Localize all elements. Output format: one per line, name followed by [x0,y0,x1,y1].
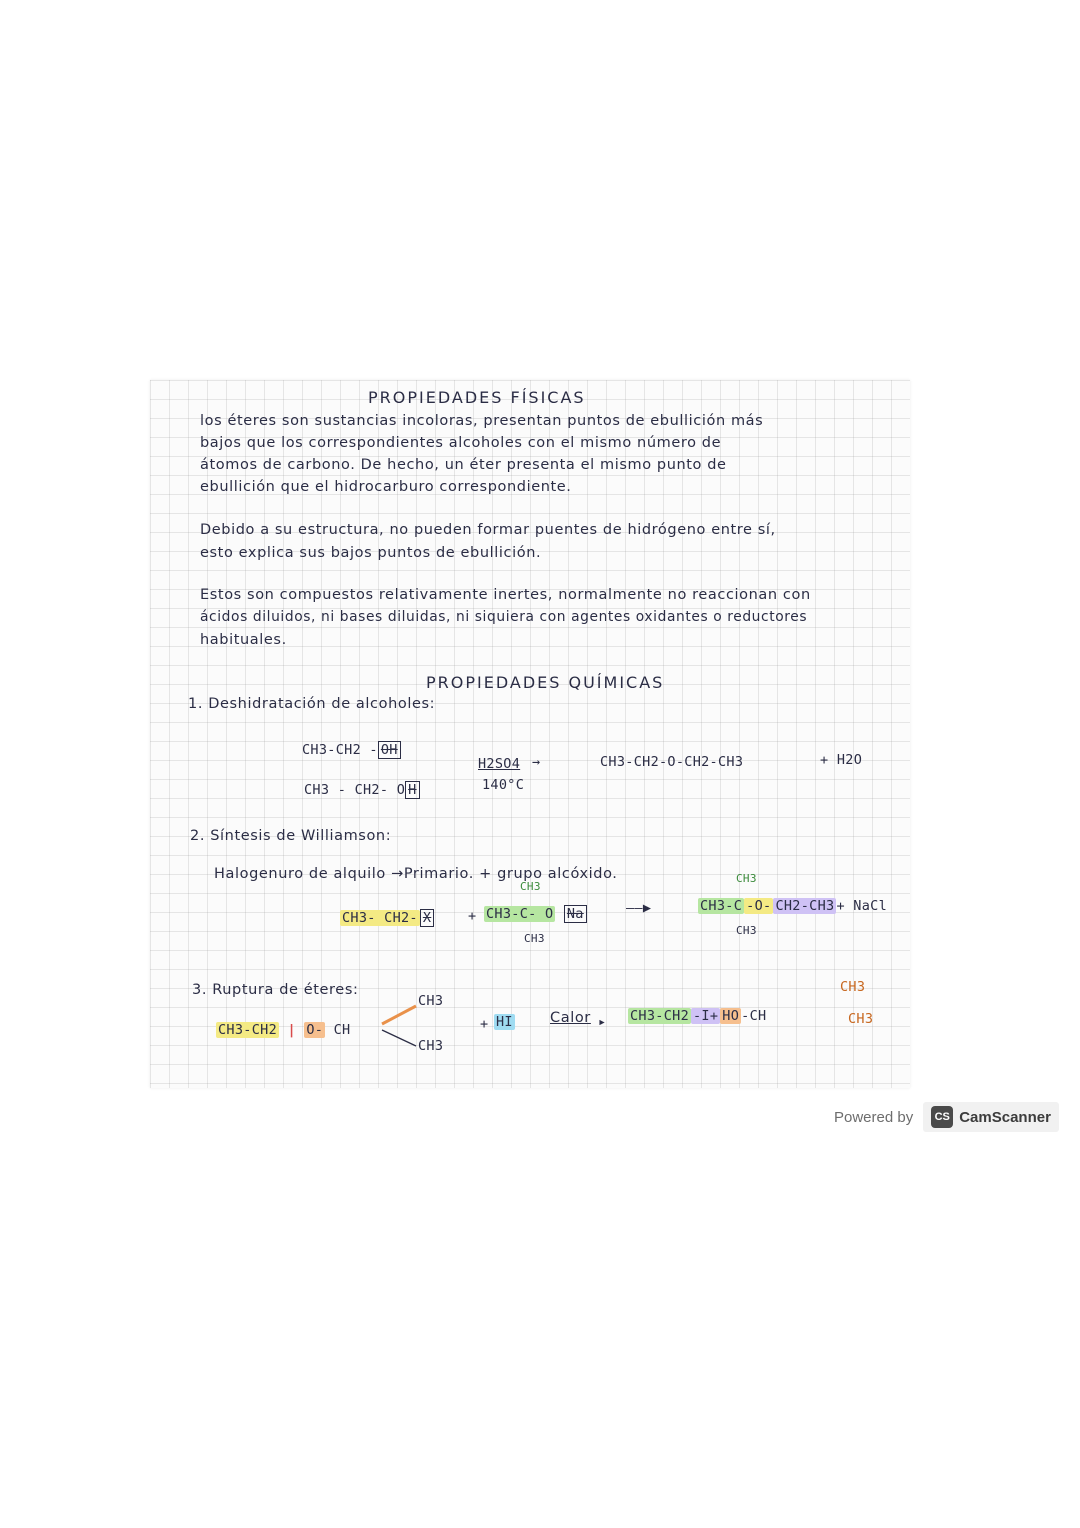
paragraph-line: habituales. [200,632,287,648]
halogen-x: X [420,909,434,927]
paragraph-line: ácidos diluidos, ni bases diluidas, ni siquiera con agentes oxidantes o reductores [200,609,808,625]
arrow-icon: ——▶ [626,900,652,916]
paragraph-line: ebullición que el hidrocarburo correspondiente. [200,479,572,495]
section-title-fisicas: PROPIEDADES FÍSICAS [368,388,586,407]
camscanner-logo-icon: CS [931,1106,953,1128]
branch-top: CH3 [418,993,444,1009]
product-branch-top: CH3 [840,979,866,995]
hydroiodic-acid: HI [496,1014,513,1030]
paragraph-line: esto explica sus bajos puntos de ebullición. [200,545,542,561]
reaction-note: Halogenuro de alquilo →Primario. + grupo alcóxido. [214,866,618,882]
plus-sign: + [468,908,477,924]
reaction-reagent: H2SO4 [478,756,521,772]
hydrogen-atom: H [405,781,419,799]
camscanner-badge [923,1102,1059,1132]
reactant-alcohol-2: CH3 - CH2- O H [304,782,420,798]
reaction-condition-heat: Calor [550,1010,591,1026]
paragraph-line: Debido a su estructura, no pueden formar puentes de hidrógeno entre sí, [200,522,776,538]
section-title-quimicas: PROPIEDADES QUÍMICAS [426,673,665,692]
methyl-top: CH3 [520,880,541,893]
rupture-product: CH3-CH2 -I+ HO -CH [630,1008,767,1024]
product-branch-bottom: CH3 [848,1011,874,1027]
paragraph-line: Estos son compuestos relativamente inertes, normalmente no reaccionan con [200,587,811,603]
product-methyl-bottom: CH3 [736,924,757,937]
arrow-icon: → [532,754,541,770]
methyl-bottom: CH3 [524,932,545,945]
reaction-heading-2: 2. Síntesis de Williamson: [190,828,392,844]
paragraph-line: átomos de carbono. De hecho, un éter presenta el mismo punto de [200,457,727,473]
reaction-product: CH3-CH2-O-CH2-CH3 [600,754,744,770]
paragraph-line: los éteres son sustancias incoloras, presentan puntos de ebullición más [200,413,764,429]
paragraph-line: bajos que los correspondientes alcoholes con el mismo número de [200,435,722,451]
reactant-alcohol-1: CH3-CH2 - OH [302,742,401,758]
reaction-heading-3: 3. Ruptura de éteres: [192,982,359,998]
arrow-icon: ▸ [598,1014,607,1030]
branch-lines [380,1000,420,1050]
hydroxyl-group: OH [378,741,401,759]
williamson-reactant-1: CH3- CH2- X [340,910,434,926]
reaction-heading-1: 1. Deshidratación de alcoholes: [188,696,436,712]
plus-sign: + [480,1016,489,1032]
powered-by-label: Powered by [834,1108,914,1126]
camscanner-brand: CamScanner [959,1108,1051,1126]
branch-bottom: CH3 [418,1038,444,1054]
reaction-condition: 140°C [482,777,525,793]
camscanner-watermark [834,1102,1059,1132]
sodium-ion: Na [564,905,587,923]
williamson-reactant-2: CH3-C- O Na [484,906,587,922]
reaction-byproduct: + H2O [820,752,863,768]
product-methyl-top: CH3 [736,872,757,885]
ether-reactant: CH3-CH2 | O- CH [218,1022,351,1038]
williamson-product: CH3-C -O- CH2-CH3 + NaCl [700,898,888,914]
